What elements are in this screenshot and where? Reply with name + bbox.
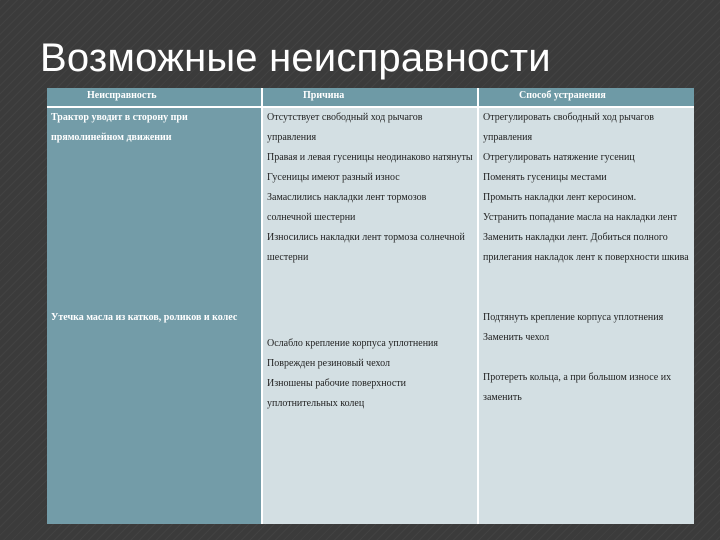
cause-item: Замаслились накладки лент тормозов солнечной шестерни xyxy=(267,192,427,223)
remedy-item: Устранить попадание масла на накладки лент xyxy=(483,212,678,223)
cause-item: Правая и левая гусеницы неодинаково натянуты xyxy=(267,152,473,163)
remedy-column xyxy=(479,108,694,524)
cause-item: Ослабло крепление корпуса уплотнения xyxy=(267,338,439,349)
header-cause: Причина xyxy=(263,88,479,108)
remedy-item: Отрегулировать свободный ход рычагов управления xyxy=(483,112,654,143)
cause-item: Гусеницы имеют разный износ xyxy=(267,172,400,183)
remedy-item: Отрегулировать натяжение гусениц xyxy=(483,152,635,163)
header-fault: Неисправность xyxy=(47,88,263,108)
remedy-item: Промыть накладки лент керосином. xyxy=(483,192,637,203)
cause-column xyxy=(263,108,479,524)
cause-item: Изношены рабочие поверхности уплотнительных колец xyxy=(267,378,407,409)
header-remedy: Способ устранения xyxy=(479,88,694,108)
fault-item: Утечка масла из катков, роликов и колес xyxy=(51,312,238,323)
cause-item: Поврежден резиновый чехол xyxy=(267,358,390,369)
fault-column xyxy=(47,108,263,524)
remedy-item: Протереть кольца, а при большом износе их заменить xyxy=(483,372,672,403)
remedy-item: Заменить чехол xyxy=(483,332,550,343)
remedy-item: Заменить накладки лент. Добиться полного прилегания накладок лент к поверхности шкива xyxy=(483,232,689,263)
faults-table xyxy=(47,88,694,524)
cause-item: Отсутствует свободный ход рычагов управления xyxy=(267,112,423,143)
fault-item: Трактор уводит в сторону при прямолинейном движении xyxy=(51,112,188,143)
slide-title: Возможные неисправности xyxy=(40,36,551,80)
remedy-item: Подтянуть крепление корпуса уплотнения xyxy=(483,312,664,323)
remedy-item: Поменять гусеницы местами xyxy=(483,172,607,183)
cause-item: Износились накладки лент тормоза солнечной шестерни xyxy=(267,232,465,263)
